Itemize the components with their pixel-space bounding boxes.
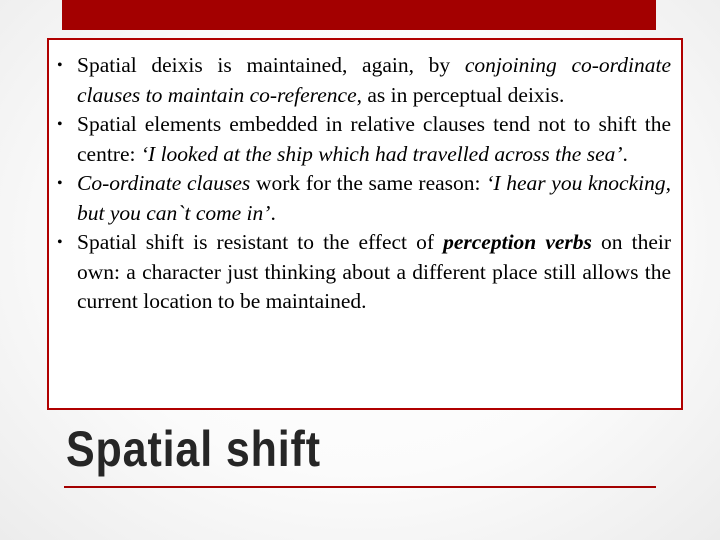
bullet-3-text-end: . <box>270 200 276 225</box>
bullet-1-italic: conjoining co-ordinate clauses to maintain co-reference <box>77 53 671 107</box>
bullet-dot: • <box>57 116 63 133</box>
bullet-item-4 <box>57 228 672 317</box>
bullet-1-text-end: , as in perceptual deixis. <box>356 82 565 107</box>
bullet-3-italic-quote: ‘I hear you knocking, but you can`t come in’ <box>77 171 671 225</box>
bullet-dot: • <box>57 175 63 192</box>
bullet-4-bold-italic: perception verbs <box>443 230 592 254</box>
bullet-4-text: Spatial shift is resistant to the effect of <box>77 230 444 254</box>
bullet-1-text: Spatial deixis is maintained, again, by <box>77 53 465 77</box>
bullet-item-2 <box>57 110 671 169</box>
title-underline <box>64 486 656 488</box>
bullet-3-italic: Co-ordinate clauses <box>77 171 251 195</box>
bullet-2-text: Spatial elements embedded in relative clauses tend not to shift the centre: <box>77 112 671 166</box>
bullet-item-1 <box>57 51 671 110</box>
bullet-dot: • <box>57 234 63 251</box>
bullet-2-text-end: . <box>622 141 628 166</box>
bullet-list <box>57 51 672 317</box>
top-accent-bar <box>62 0 656 30</box>
bullet-4-text-end: on their own: a character just thinking about a different place still allows the current location to be maintained. <box>77 230 672 313</box>
bullet-2-italic: ‘I looked at the ship which had travelled across the sea’ <box>140 141 623 166</box>
bullet-dot: • <box>57 57 63 74</box>
bullet-3-text: work for the same reason: <box>250 171 487 195</box>
bullet-item-3 <box>57 169 671 228</box>
slide-title: Spatial shift <box>66 421 321 477</box>
content-box <box>47 38 683 410</box>
